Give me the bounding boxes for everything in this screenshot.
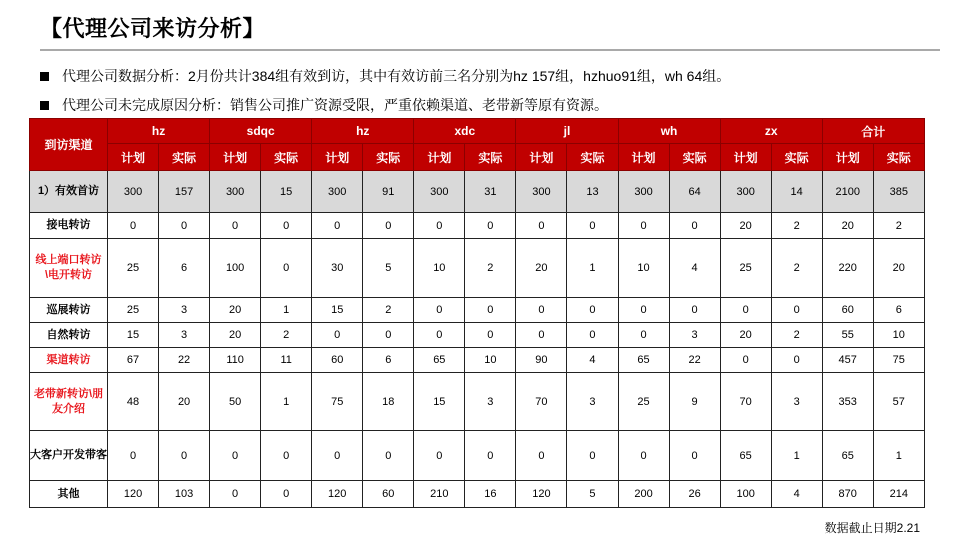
plan-value: 0 (516, 431, 567, 481)
table-row (30, 239, 925, 298)
actual-value: 0 (159, 213, 210, 239)
actual-value: 385 (873, 171, 924, 213)
actual-value: 75 (873, 348, 924, 373)
plan-value: 2100 (822, 171, 873, 213)
actual-value: 0 (261, 481, 312, 508)
actual-value: 2 (363, 298, 414, 323)
plan-value: 0 (618, 431, 669, 481)
actual-value: 1 (771, 431, 822, 481)
plan-value: 20 (210, 298, 261, 323)
actual-value: 31 (465, 171, 516, 213)
actual-value: 10 (465, 348, 516, 373)
plan-value: 65 (618, 348, 669, 373)
actual-value: 10 (873, 323, 924, 348)
group-header: hz (312, 119, 414, 144)
actual-header: 实际 (363, 144, 414, 171)
actual-value: 11 (261, 348, 312, 373)
page-title: 【代理公司来访分析】 (40, 16, 266, 41)
actual-value: 60 (363, 481, 414, 508)
table-row (30, 373, 925, 431)
plan-value: 0 (618, 298, 669, 323)
actual-value: 15 (261, 171, 312, 213)
actual-value: 2 (771, 323, 822, 348)
plan-value: 0 (618, 323, 669, 348)
plan-value: 25 (618, 373, 669, 431)
actual-header: 实际 (567, 144, 618, 171)
plan-header: 计划 (822, 144, 873, 171)
plan-value: 67 (108, 348, 159, 373)
plan-value: 50 (210, 373, 261, 431)
plan-value: 0 (516, 298, 567, 323)
table-row (30, 481, 925, 508)
table-row (30, 171, 925, 213)
actual-value: 5 (567, 481, 618, 508)
plan-value: 0 (312, 323, 363, 348)
plan-value: 0 (210, 481, 261, 508)
actual-header: 实际 (465, 144, 516, 171)
actual-value: 0 (363, 213, 414, 239)
plan-value: 0 (312, 431, 363, 481)
actual-value: 3 (567, 373, 618, 431)
actual-value: 0 (771, 348, 822, 373)
plan-value: 0 (618, 213, 669, 239)
actual-value: 2 (771, 213, 822, 239)
plan-value: 300 (414, 171, 465, 213)
actual-value: 5 (363, 239, 414, 298)
actual-value: 91 (363, 171, 414, 213)
actual-value: 18 (363, 373, 414, 431)
plan-value: 0 (108, 213, 159, 239)
group-header: wh (618, 119, 720, 144)
actual-header: 实际 (159, 144, 210, 171)
actual-value: 0 (261, 239, 312, 298)
row-label: 大客户开发带客 (30, 431, 108, 481)
bullet-text: 代理公司未完成原因分析：销售公司推广资源受限，严重依赖渠道、老带新等原有资源。 (62, 97, 608, 113)
actual-value: 6 (159, 239, 210, 298)
plan-value: 15 (108, 323, 159, 348)
plan-value: 25 (108, 298, 159, 323)
plan-value: 353 (822, 373, 873, 431)
row-label: 1）有效首访 (30, 171, 108, 213)
plan-value: 65 (822, 431, 873, 481)
plan-value: 300 (516, 171, 567, 213)
row-label: 渠道转访 (30, 348, 108, 373)
actual-value: 3 (669, 323, 720, 348)
row-label: 其他 (30, 481, 108, 508)
plan-value: 10 (618, 239, 669, 298)
plan-value: 120 (516, 481, 567, 508)
plan-value: 30 (312, 239, 363, 298)
actual-value: 6 (873, 298, 924, 323)
group-header: jl (516, 119, 618, 144)
actual-value: 0 (669, 298, 720, 323)
square-bullet-icon (40, 72, 49, 81)
actual-value: 57 (873, 373, 924, 431)
sub-header-row (30, 144, 925, 171)
plan-header: 计划 (414, 144, 465, 171)
actual-value: 0 (771, 298, 822, 323)
actual-value: 0 (465, 213, 516, 239)
actual-value: 2 (465, 239, 516, 298)
actual-value: 1 (567, 239, 618, 298)
bullet-text: 代理公司数据分析：2月份共计384组有效到访，其中有效访前三名分别为hz 157组，hzhuo91组，wh 64组。 (62, 68, 731, 84)
actual-value: 3 (465, 373, 516, 431)
square-bullet-icon (40, 101, 49, 110)
actual-value: 0 (567, 298, 618, 323)
actual-value: 0 (567, 431, 618, 481)
plan-value: 100 (720, 481, 771, 508)
actual-value: 0 (567, 323, 618, 348)
actual-value: 4 (771, 481, 822, 508)
actual-value: 0 (465, 298, 516, 323)
plan-value: 220 (822, 239, 873, 298)
plan-value: 200 (618, 481, 669, 508)
plan-value: 0 (516, 213, 567, 239)
actual-value: 0 (669, 213, 720, 239)
data-cutoff-date: 数据截止日期2.21 (824, 521, 920, 535)
actual-value: 0 (261, 213, 312, 239)
plan-value: 0 (414, 298, 465, 323)
table-row (30, 348, 925, 373)
plan-value: 20 (822, 213, 873, 239)
actual-value: 22 (669, 348, 720, 373)
actual-value: 13 (567, 171, 618, 213)
plan-value: 25 (108, 239, 159, 298)
actual-value: 3 (159, 323, 210, 348)
actual-header: 实际 (261, 144, 312, 171)
plan-value: 457 (822, 348, 873, 373)
plan-value: 120 (108, 481, 159, 508)
plan-header: 计划 (720, 144, 771, 171)
actual-value: 1 (261, 373, 312, 431)
actual-value: 0 (465, 431, 516, 481)
plan-value: 0 (516, 323, 567, 348)
plan-value: 0 (720, 298, 771, 323)
row-label: 老带新转访\朋友介绍 (30, 373, 108, 431)
group-header: hz (108, 119, 210, 144)
channel-header: 到访渠道 (30, 119, 108, 171)
table-row (30, 213, 925, 239)
visit-analysis-table (29, 118, 925, 508)
bullet-reason-analysis (40, 95, 608, 115)
plan-value: 70 (516, 373, 567, 431)
plan-value: 300 (312, 171, 363, 213)
group-header-total: 合计 (822, 119, 924, 144)
plan-value: 300 (720, 171, 771, 213)
actual-value: 0 (669, 431, 720, 481)
plan-header: 计划 (108, 144, 159, 171)
title-divider (40, 49, 940, 51)
plan-value: 0 (414, 213, 465, 239)
actual-value: 20 (159, 373, 210, 431)
plan-value: 70 (720, 373, 771, 431)
row-label: 自然转访 (30, 323, 108, 348)
actual-value: 6 (363, 348, 414, 373)
plan-value: 0 (414, 323, 465, 348)
plan-value: 0 (108, 431, 159, 481)
table-row (30, 431, 925, 481)
plan-value: 100 (210, 239, 261, 298)
plan-value: 48 (108, 373, 159, 431)
plan-value: 20 (516, 239, 567, 298)
plan-value: 20 (720, 323, 771, 348)
actual-value: 0 (567, 213, 618, 239)
table-row (30, 323, 925, 348)
actual-value: 0 (363, 323, 414, 348)
actual-value: 0 (465, 323, 516, 348)
bullet-data-analysis (40, 66, 730, 86)
actual-value: 22 (159, 348, 210, 373)
actual-value: 4 (567, 348, 618, 373)
plan-value: 300 (210, 171, 261, 213)
actual-value: 0 (363, 431, 414, 481)
actual-header: 实际 (669, 144, 720, 171)
plan-value: 65 (720, 431, 771, 481)
actual-value: 14 (771, 171, 822, 213)
actual-value: 2 (873, 213, 924, 239)
plan-value: 25 (720, 239, 771, 298)
plan-value: 65 (414, 348, 465, 373)
actual-header: 实际 (771, 144, 822, 171)
plan-value: 0 (210, 213, 261, 239)
row-label: 接电转访 (30, 213, 108, 239)
plan-value: 10 (414, 239, 465, 298)
actual-header: 实际 (873, 144, 924, 171)
plan-value: 300 (108, 171, 159, 213)
plan-value: 0 (210, 431, 261, 481)
group-header: zx (720, 119, 822, 144)
group-header: sdqc (210, 119, 312, 144)
plan-header: 计划 (618, 144, 669, 171)
actual-value: 4 (669, 239, 720, 298)
plan-value: 75 (312, 373, 363, 431)
plan-header: 计划 (312, 144, 363, 171)
plan-value: 120 (312, 481, 363, 508)
plan-value: 300 (618, 171, 669, 213)
actual-value: 20 (873, 239, 924, 298)
group-header: xdc (414, 119, 516, 144)
actual-value: 157 (159, 171, 210, 213)
plan-value: 20 (210, 323, 261, 348)
plan-value: 210 (414, 481, 465, 508)
plan-value: 0 (312, 213, 363, 239)
actual-value: 103 (159, 481, 210, 508)
plan-value: 90 (516, 348, 567, 373)
plan-value: 15 (312, 298, 363, 323)
plan-value: 0 (720, 348, 771, 373)
actual-value: 9 (669, 373, 720, 431)
plan-value: 110 (210, 348, 261, 373)
plan-header: 计划 (516, 144, 567, 171)
plan-value: 60 (822, 298, 873, 323)
actual-value: 0 (261, 431, 312, 481)
row-label: 线上端口转访\电开转访 (30, 239, 108, 298)
plan-value: 870 (822, 481, 873, 508)
actual-value: 64 (669, 171, 720, 213)
actual-value: 2 (771, 239, 822, 298)
plan-header: 计划 (210, 144, 261, 171)
group-header-row (30, 119, 925, 144)
row-label: 巡展转访 (30, 298, 108, 323)
actual-value: 1 (261, 298, 312, 323)
plan-value: 15 (414, 373, 465, 431)
actual-value: 26 (669, 481, 720, 508)
plan-value: 0 (414, 431, 465, 481)
actual-value: 3 (159, 298, 210, 323)
actual-value: 16 (465, 481, 516, 508)
actual-value: 214 (873, 481, 924, 508)
table-row (30, 298, 925, 323)
plan-value: 20 (720, 213, 771, 239)
plan-value: 55 (822, 323, 873, 348)
actual-value: 0 (159, 431, 210, 481)
actual-value: 1 (873, 431, 924, 481)
actual-value: 3 (771, 373, 822, 431)
plan-value: 60 (312, 348, 363, 373)
actual-value: 2 (261, 323, 312, 348)
